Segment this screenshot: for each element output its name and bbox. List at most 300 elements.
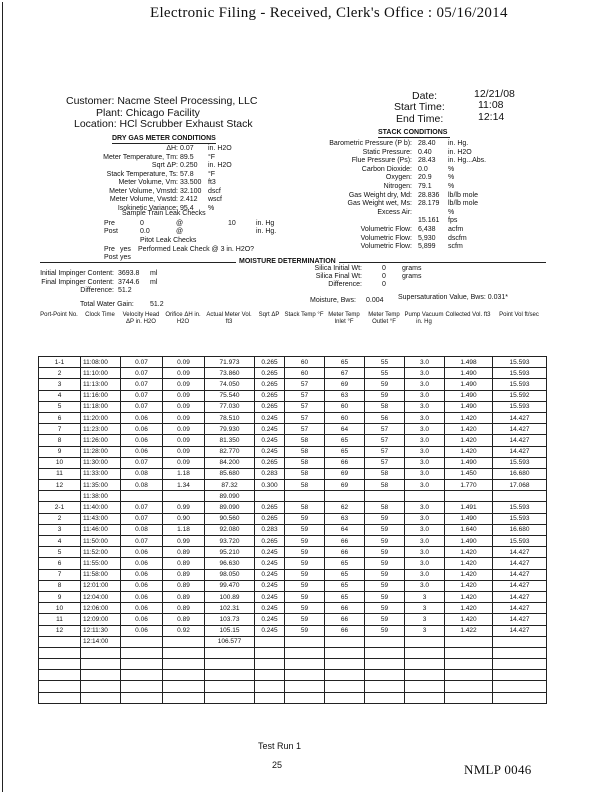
table-cell: 5 xyxy=(39,547,81,558)
table-cell: 0.07 xyxy=(121,401,163,412)
column-header: Orifice ΔH in. H2O xyxy=(165,312,201,325)
table-cell: 65 xyxy=(325,591,365,602)
table-cell: 100.89 xyxy=(205,591,255,602)
table-cell: 59 xyxy=(365,569,405,580)
table-cell: 79.930 xyxy=(205,424,255,435)
stack-label: Barometric Pressure (P b): xyxy=(329,140,412,147)
table-cell: 1.490 xyxy=(445,513,493,524)
table-cell: 0.245 xyxy=(255,603,285,614)
table-cell: 1.490 xyxy=(445,379,493,390)
table-cell: 58 xyxy=(285,468,325,479)
table-cell xyxy=(493,692,547,703)
silica-value: 0 xyxy=(382,273,386,280)
table-row xyxy=(39,457,547,468)
leak-unit: in. Hg xyxy=(256,220,275,227)
table-cell: 0.08 xyxy=(121,468,163,479)
table-cell: 3.0 xyxy=(405,446,445,457)
silica-unit: grams xyxy=(402,265,422,272)
table-cell: 0.265 xyxy=(255,357,285,368)
silica-value: 0 xyxy=(382,265,386,272)
table-cell: 59 xyxy=(365,614,405,625)
table-cell xyxy=(163,659,205,670)
table-cell: 11:33:00 xyxy=(81,468,121,479)
table-cell: 81.350 xyxy=(205,435,255,446)
table-cell xyxy=(205,681,255,692)
table-row xyxy=(39,480,547,491)
moisture-label: Initial Impinger Content: xyxy=(40,270,114,277)
table-cell: 0.09 xyxy=(163,379,205,390)
table-cell: 75.540 xyxy=(205,390,255,401)
table-row xyxy=(39,357,547,368)
table-cell: 2 xyxy=(39,368,81,379)
table-cell: 15.593 xyxy=(493,502,547,513)
table-cell xyxy=(325,491,365,502)
table-cell: 1.34 xyxy=(163,480,205,491)
dgm-value: 33.500 xyxy=(180,179,202,186)
moisture-unit: ml xyxy=(150,270,158,277)
table-cell: 0.89 xyxy=(163,580,205,591)
table-cell xyxy=(285,681,325,692)
table-cell: 99.470 xyxy=(205,580,255,591)
dgm-unit: °F xyxy=(208,153,216,161)
table-cell: 0.06 xyxy=(121,625,163,636)
table-cell: 3.0 xyxy=(405,580,445,591)
table-cell: 0.07 xyxy=(121,513,163,524)
table-cell xyxy=(325,692,365,703)
table-cell: 0.08 xyxy=(121,480,163,491)
column-header: Velocity Head ΔP in. H2O xyxy=(122,312,160,325)
table-cell: 0.06 xyxy=(121,603,163,614)
table-cell: 3.0 xyxy=(405,457,445,468)
table-cell: 59 xyxy=(365,591,405,602)
table-cell xyxy=(121,692,163,703)
table-cell xyxy=(81,692,121,703)
table-cell: 0.265 xyxy=(255,502,285,513)
table-cell: 58 xyxy=(365,468,405,479)
stack-label: Static Pressure: xyxy=(362,148,412,156)
supersat-note: Supersaturation Value, Bws: 0.031* xyxy=(398,294,508,301)
table-cell xyxy=(121,659,163,670)
table-cell: 58 xyxy=(285,480,325,491)
table-cell xyxy=(39,681,81,692)
table-cell xyxy=(39,636,81,647)
table-cell xyxy=(405,670,445,681)
table-cell: 11:28:00 xyxy=(81,446,121,457)
column-header: Collected Vol. ft3 xyxy=(445,312,491,318)
bates-number: NMLP 0046 xyxy=(464,762,532,777)
table-cell: 11:52:00 xyxy=(81,547,121,558)
table-cell: 14.427 xyxy=(493,424,547,435)
stack-value: 5,930 xyxy=(418,234,436,242)
table-cell: 59 xyxy=(285,591,325,602)
dgm-label: Sqrt ΔP: xyxy=(151,162,178,169)
stack-unit: % xyxy=(448,174,455,182)
table-cell: 1.420 xyxy=(445,580,493,591)
table-cell: 1.420 xyxy=(445,603,493,614)
data-table xyxy=(38,356,547,704)
table-cell: 0.245 xyxy=(255,569,285,580)
dgm-label: ΔH: xyxy=(166,145,178,152)
table-cell: 105.15 xyxy=(205,625,255,636)
table-cell: 57 xyxy=(285,401,325,412)
table-cell xyxy=(493,491,547,502)
table-cell: 3.0 xyxy=(405,558,445,569)
table-cell: 14.427 xyxy=(493,435,547,446)
table-cell: 58 xyxy=(365,502,405,513)
table-cell xyxy=(285,692,325,703)
table-cell: 64 xyxy=(325,524,365,535)
table-cell: 66 xyxy=(325,625,365,636)
stack-unit: lb/lb mole xyxy=(448,200,478,208)
table-cell: 0.89 xyxy=(163,603,205,614)
table-cell: 1.18 xyxy=(163,524,205,535)
table-cell: 11 xyxy=(39,614,81,625)
table-cell: 58 xyxy=(285,435,325,446)
table-cell: 66 xyxy=(325,457,365,468)
table-cell: 77.030 xyxy=(205,401,255,412)
table-cell: 73.860 xyxy=(205,368,255,379)
table-cell: 5 xyxy=(39,401,81,412)
table-row xyxy=(39,591,547,602)
dgm-value: 0.07 xyxy=(180,145,194,152)
table-row xyxy=(39,625,547,636)
table-cell: 66 xyxy=(325,603,365,614)
table-cell: 0.265 xyxy=(255,513,285,524)
table-cell: 98.050 xyxy=(205,569,255,580)
table-cell: 57 xyxy=(285,379,325,390)
table-cell: 0.09 xyxy=(163,446,205,457)
table-cell: 57 xyxy=(365,435,405,446)
table-cell: 69 xyxy=(325,379,365,390)
silica-label: Difference: xyxy=(328,281,362,288)
table-cell xyxy=(255,692,285,703)
table-cell: 0.09 xyxy=(163,424,205,435)
table-cell xyxy=(285,670,325,681)
table-cell: 57 xyxy=(365,424,405,435)
table-cell: 0.06 xyxy=(121,412,163,423)
table-cell xyxy=(255,636,285,647)
table-cell: 57 xyxy=(285,412,325,423)
moisture-label: Difference: xyxy=(80,287,114,294)
stack-title: STACK CONDITIONS xyxy=(378,129,448,136)
stack-value: 28.43 xyxy=(418,157,436,165)
table-cell: 11:50:00 xyxy=(81,536,121,547)
pitot-label: Post xyxy=(104,254,119,261)
stack-value: 28.40 xyxy=(418,140,436,147)
table-cell: 63 xyxy=(325,513,365,524)
table-cell xyxy=(39,491,81,502)
table-cell: 3.0 xyxy=(405,401,445,412)
table-cell: 1.490 xyxy=(445,536,493,547)
table-cell: 3 xyxy=(405,625,445,636)
table-cell: 9 xyxy=(39,591,81,602)
table-cell: 11:20:00 xyxy=(81,412,121,423)
table-cell: 14.427 xyxy=(493,569,547,580)
table-cell: 65 xyxy=(325,446,365,457)
table-cell xyxy=(121,670,163,681)
table-cell: 1.450 xyxy=(445,468,493,479)
table-cell: 14.427 xyxy=(493,591,547,602)
stack-label: Gas Weight wet, Ms: xyxy=(347,200,412,208)
table-cell xyxy=(205,670,255,681)
table-row xyxy=(39,446,547,457)
table-cell xyxy=(285,636,325,647)
table-cell: 63 xyxy=(325,390,365,401)
table-cell: 15.592 xyxy=(493,390,547,401)
table-cell xyxy=(493,659,547,670)
table-row xyxy=(39,424,547,435)
table-cell xyxy=(405,692,445,703)
table-cell: 96.630 xyxy=(205,558,255,569)
dgm-label: Meter Volume, Vwstd: xyxy=(109,196,178,203)
table-cell: 59 xyxy=(285,536,325,547)
table-row xyxy=(39,368,547,379)
column-header: Stack Temp °F xyxy=(284,312,324,318)
table-cell: 60 xyxy=(285,368,325,379)
table-cell: 1.420 xyxy=(445,424,493,435)
table-cell: 3.0 xyxy=(405,569,445,580)
table-cell xyxy=(39,670,81,681)
table-cell: 17.068 xyxy=(493,480,547,491)
dgm-value: 2.412 xyxy=(180,196,198,203)
stack-label: Flue Pressure (Ps): xyxy=(351,157,412,165)
table-cell: 0.245 xyxy=(255,580,285,591)
table-cell: 59 xyxy=(365,603,405,614)
stack-unit: % xyxy=(448,208,455,216)
table-cell: 58 xyxy=(285,502,325,513)
table-cell xyxy=(365,681,405,692)
table-cell: 59 xyxy=(365,524,405,535)
table-cell xyxy=(365,647,405,658)
table-row xyxy=(39,580,547,591)
table-cell: 103.73 xyxy=(205,614,255,625)
table-cell xyxy=(121,681,163,692)
table-cell: 11:55:00 xyxy=(81,558,121,569)
table-cell: 90.560 xyxy=(205,513,255,524)
table-cell: 11:08:00 xyxy=(81,357,121,368)
table-cell: 3.0 xyxy=(405,368,445,379)
table-cell xyxy=(163,636,205,647)
silica-label: Silica Initial Wt: xyxy=(314,265,362,272)
stack-unit: acfm xyxy=(448,226,464,233)
table-cell: 3.0 xyxy=(405,390,445,401)
table-row xyxy=(39,614,547,625)
table-cell: 59 xyxy=(285,558,325,569)
table-cell: 0.89 xyxy=(163,614,205,625)
table-cell xyxy=(405,647,445,658)
date-label: Date: xyxy=(412,90,438,102)
table-cell xyxy=(325,670,365,681)
pitot-label: Pre xyxy=(104,246,115,253)
stack-unit: scfm xyxy=(448,243,463,251)
table-cell: 11:16:00 xyxy=(81,390,121,401)
table-cell: 1.420 xyxy=(445,591,493,602)
table-cell: 0.245 xyxy=(255,625,285,636)
table-cell: 14.427 xyxy=(493,603,547,614)
table-cell xyxy=(81,670,121,681)
table-cell: 1.420 xyxy=(445,614,493,625)
table-cell xyxy=(205,647,255,658)
table-cell: 87.32 xyxy=(205,480,255,491)
column-header: Point Vol ft/sec xyxy=(499,312,539,318)
table-cell: 3.0 xyxy=(405,379,445,390)
table-cell: 15.593 xyxy=(493,357,547,368)
table-cell: 3 xyxy=(39,379,81,390)
end-value: 12:14 xyxy=(478,111,505,123)
table-row xyxy=(39,603,547,614)
table-cell xyxy=(285,647,325,658)
table-cell: 0.06 xyxy=(121,591,163,602)
silica-label: Silica Final Wt: xyxy=(315,273,362,280)
table-cell: 12:14:00 xyxy=(81,636,121,647)
moisture-value: 3744.6 xyxy=(118,278,140,286)
table-cell xyxy=(163,491,205,502)
table-cell: 3.0 xyxy=(405,435,445,446)
table-cell: 0.06 xyxy=(121,569,163,580)
table-cell xyxy=(39,692,81,703)
column-header: Meter Temp Outlet °F xyxy=(368,312,400,325)
table-cell: 0.92 xyxy=(163,625,205,636)
table-cell: 6 xyxy=(39,558,81,569)
stack-label: Excess Air: xyxy=(377,208,412,216)
table-row xyxy=(39,412,547,423)
table-row xyxy=(39,390,547,401)
table-cell: 74.050 xyxy=(205,379,255,390)
filing-stamp: Electronic Filing - Received, Clerk's Office : 05/16/2014 xyxy=(150,5,508,21)
table-cell: 2 xyxy=(39,513,81,524)
stack-label: Volumetric Flow: xyxy=(360,226,412,233)
table-cell: 59 xyxy=(285,614,325,625)
stack-unit: % xyxy=(448,183,455,190)
table-cell xyxy=(445,647,493,658)
table-cell: 62 xyxy=(325,502,365,513)
table-cell xyxy=(285,491,325,502)
table-cell: 2-1 xyxy=(39,502,81,513)
table-row xyxy=(39,401,547,412)
footer-run: Test Run 1 xyxy=(258,741,302,751)
table-cell xyxy=(445,692,493,703)
table-cell: 1.420 xyxy=(445,446,493,457)
table-cell: 1.420 xyxy=(445,435,493,446)
end-label: End Time: xyxy=(396,113,444,125)
table-cell xyxy=(255,647,285,658)
table-cell xyxy=(39,647,81,658)
table-cell: 0.07 xyxy=(121,379,163,390)
table-cell: 12:04:00 xyxy=(81,591,121,602)
table-cell: 57 xyxy=(285,390,325,401)
table-cell: 57 xyxy=(365,457,405,468)
table-cell xyxy=(121,647,163,658)
column-header: Sqrt ΔP xyxy=(258,312,280,318)
dgm-value: 89.5 xyxy=(180,153,194,161)
table-cell: 65 xyxy=(325,435,365,446)
table-cell: 1.420 xyxy=(445,558,493,569)
table-row xyxy=(39,502,547,513)
table-cell: 71.973 xyxy=(205,357,255,368)
dgm-unit: wscf xyxy=(208,196,222,203)
stack-value: 6,438 xyxy=(418,226,436,233)
table-cell: 16.680 xyxy=(493,468,547,479)
moisture-value: 51.2 xyxy=(118,287,132,294)
table-cell xyxy=(365,491,405,502)
table-cell: 15.593 xyxy=(493,457,547,468)
table-cell: 1.640 xyxy=(445,524,493,535)
moisture-value: 3693.8 xyxy=(118,270,140,277)
table-cell: 59 xyxy=(365,547,405,558)
table-cell xyxy=(445,491,493,502)
table-cell: 0.09 xyxy=(163,401,205,412)
table-row xyxy=(39,513,547,524)
table-cell xyxy=(205,659,255,670)
table-cell: 59 xyxy=(365,580,405,591)
table-cell: 8 xyxy=(39,580,81,591)
table-cell: 11:13:00 xyxy=(81,379,121,390)
table-cell xyxy=(121,491,163,502)
table-cell: 57 xyxy=(285,424,325,435)
table-cell: 0.06 xyxy=(121,547,163,558)
table-cell: 0.06 xyxy=(121,580,163,591)
table-cell: 1.18 xyxy=(163,468,205,479)
table-cell: 0.265 xyxy=(255,379,285,390)
table-row xyxy=(39,558,547,569)
table-cell: 0.07 xyxy=(121,368,163,379)
moisture-title: MOISTURE DETERMINATION xyxy=(236,258,339,265)
table-cell: 58 xyxy=(365,480,405,491)
table-cell: 59 xyxy=(285,580,325,591)
moisture-label: Final Impinger Content: xyxy=(41,278,114,286)
table-cell: 69 xyxy=(325,468,365,479)
table-cell: 1-1 xyxy=(39,357,81,368)
table-cell: 1.491 xyxy=(445,502,493,513)
table-cell: 11:30:00 xyxy=(81,457,121,468)
table-cell xyxy=(325,681,365,692)
table-cell: 14.427 xyxy=(493,446,547,457)
pitot-note: Performed Leak Check @ 3 in. H2O? xyxy=(138,246,255,253)
table-row xyxy=(39,692,547,703)
start-value: 11:08 xyxy=(478,99,504,111)
table-cell: 3 xyxy=(405,614,445,625)
table-cell: 10 xyxy=(39,457,81,468)
table-cell xyxy=(365,659,405,670)
silica-value: 0 xyxy=(382,281,386,288)
stack-label: Carbon Dioxide: xyxy=(361,165,412,173)
stack-label: Volumetric Flow: xyxy=(360,243,412,251)
pitot-value: yes xyxy=(120,254,131,261)
table-cell: 11:35:00 xyxy=(81,480,121,491)
table-cell: 82.770 xyxy=(205,446,255,457)
moisture-bws-label: Moisture, Bws: xyxy=(310,297,356,304)
table-cell: 15.593 xyxy=(493,536,547,547)
leak-unit: in. Hg. xyxy=(256,228,277,235)
table-cell xyxy=(255,659,285,670)
column-header: Port-Point No. xyxy=(40,312,78,318)
table-cell: 11 xyxy=(39,468,81,479)
table-cell: 3.0 xyxy=(405,424,445,435)
stack-unit: in. H2O xyxy=(448,148,472,156)
table-cell: 1.490 xyxy=(445,401,493,412)
table-cell: 12:01:00 xyxy=(81,580,121,591)
table-cell: 65 xyxy=(325,569,365,580)
table-cell: 59 xyxy=(365,625,405,636)
table-cell: 59 xyxy=(285,625,325,636)
table-cell xyxy=(255,670,285,681)
table-cell: 4 xyxy=(39,390,81,401)
stack-label: Oxygen: xyxy=(385,174,412,182)
table-cell xyxy=(365,692,405,703)
stack-label: Volumetric Flow: xyxy=(360,234,412,242)
table-cell: 59 xyxy=(285,569,325,580)
table-cell xyxy=(325,659,365,670)
